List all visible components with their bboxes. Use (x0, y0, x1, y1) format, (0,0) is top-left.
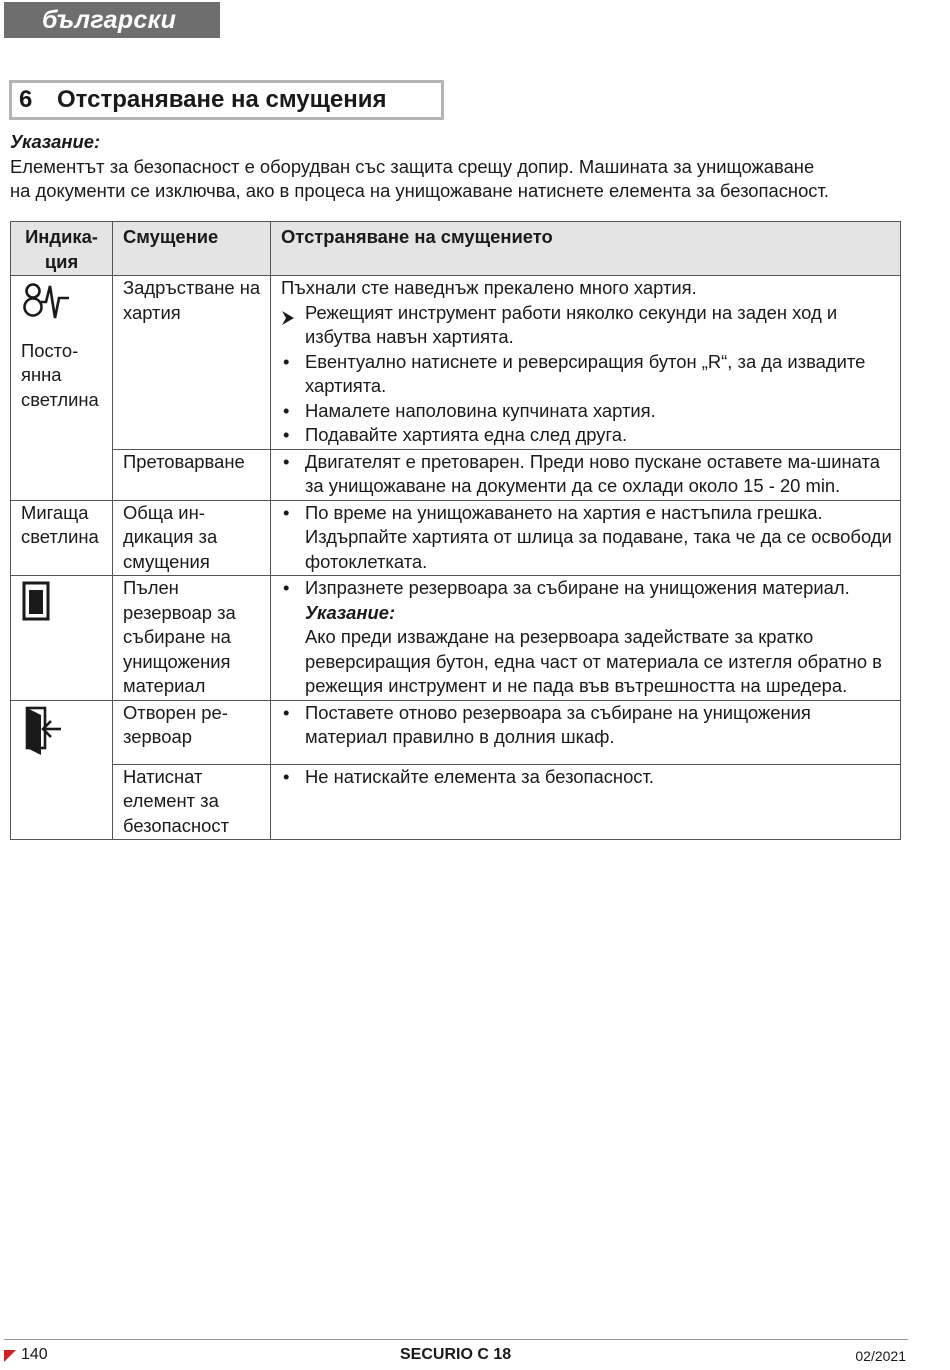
remedy-note (281, 601, 892, 699)
remedy-cell (271, 700, 901, 764)
remedy-bullet-text: По време на унищожаването на хартия е настъпила грешка. (305, 501, 823, 523)
bullet-icon: • (283, 501, 290, 523)
remedy-bullet (281, 576, 892, 601)
arrow-bullet-icon (281, 307, 295, 332)
remedy-cell (271, 449, 901, 500)
indication-cell (11, 449, 113, 500)
language-tab: български (4, 2, 220, 38)
fault-cell: Натиснат елемент за безопасност (113, 764, 271, 840)
remedy-bullet-text: Не натискайте елемента за безопасност. (305, 765, 654, 787)
bullet-icon: • (283, 399, 290, 421)
fault-cell: Обща ин-дикация за смущения (113, 500, 271, 576)
header-remedy: Отстраняване на смущението (271, 222, 901, 276)
remedy-bullet-text: Евентуално натиснете и реверсиращия бутон „R“, за да извадите хартията. (305, 350, 866, 396)
remedy-continuation: Издърпайте хартията от шлица за подаване, така че да се освободи фотоклетката. (305, 526, 892, 572)
troubleshooting-table (10, 221, 901, 840)
remedy-bullet-text: Изпразнете резервоара за събиране на унищожения материал. (305, 577, 850, 598)
section-title (9, 80, 444, 120)
remedy-bullet (281, 350, 892, 399)
indication-constant-label: Посто-янна светлина (21, 339, 99, 410)
table-row (11, 500, 901, 576)
fault-cell: Отворен ре-зервоар (113, 700, 271, 764)
note-line-1: Елементът за безопасност е оборудван със защита срещу допир. Машината за унищожаване (10, 155, 815, 177)
fault-cell: Пълен резервоар за събиране на унищожения материал (113, 576, 271, 701)
bullet-icon: • (283, 765, 290, 787)
paper-jam-icon (21, 280, 71, 329)
table-row (11, 276, 901, 450)
remedy-bullet-text: Подавайте хартията една след друга. (305, 424, 628, 445)
bullet-icon: • (283, 450, 290, 472)
header-indication: Индика-ция (11, 222, 113, 276)
remedy-bullet (281, 399, 892, 424)
remedy-step (281, 301, 892, 350)
indication-cell (11, 700, 113, 764)
remedy-bullet-text: Двигателят е претоварен. Преди ново пускане оставете ма-шината за унищожаване на документи да се охлади около 15 - 20 min. (305, 450, 880, 496)
fault-cell: Претоварване (113, 449, 271, 500)
section-title-text: Отстраняване на смущения (57, 86, 387, 113)
indication-cell (11, 276, 113, 450)
note-heading: Указание: (10, 131, 101, 152)
section-number: 6 (19, 86, 33, 113)
bullet-icon: • (283, 577, 290, 598)
remedy-cell (271, 764, 901, 840)
remedy-step-text: Режещият инструмент работи няколко секунди на заден ход и избутва навън хартията. (305, 301, 838, 347)
remedy-cell (271, 576, 901, 701)
remedy-note-heading: Указание: (305, 601, 396, 623)
fault-cell: Задръстване на хартия (113, 276, 271, 450)
indication-cell (11, 500, 113, 576)
table-row (11, 449, 901, 500)
table-row (11, 576, 901, 701)
table-row (11, 764, 901, 840)
bullet-icon: • (283, 350, 290, 372)
document-date: 02/2021 (855, 1348, 906, 1364)
page-corner-icon (4, 1349, 16, 1367)
note-line-2: на документи се изключва, ако в процеса на унищожаване натиснете елемента за безопасност. (10, 180, 829, 201)
remedy-bullet (281, 701, 892, 750)
remedy-bullet (281, 450, 892, 499)
remedy-bullet (281, 423, 892, 448)
full-bin-icon (21, 580, 51, 629)
remedy-bullet (281, 501, 892, 526)
table-header-row (11, 222, 901, 276)
remedy-bullet (281, 765, 892, 790)
remedy-intro: Пъхнали сте наведнъж прекалено много хартия. (281, 277, 697, 298)
indication-cell (11, 576, 113, 701)
remedy-cell (271, 500, 901, 576)
indication-blinking-label: Мигаща светлина (21, 501, 99, 547)
table-row (11, 700, 901, 764)
indication-cell (11, 764, 113, 840)
document-name: SECURIO C 18 (400, 1346, 512, 1363)
bullet-icon: • (283, 701, 290, 723)
remedy-bullet-text: Намалете наполовина купчината хартия. (305, 399, 656, 421)
footer-divider (4, 1339, 908, 1340)
page-number: 140 (21, 1346, 48, 1363)
open-door-icon (21, 705, 65, 764)
note-block (10, 130, 910, 204)
remedy-bullet-text: Поставете отново резервоара за събиране на унищожения материал правилно в долния шкаф. (305, 701, 811, 747)
bullet-icon: • (283, 424, 290, 445)
remedy-cell (271, 276, 901, 450)
remedy-note-text: Ако преди изваждане на резервоара задействате за кратко реверсиращия бутон, една част от материала се изтегля обратно в режещия инструмент и не пада във вътрешността на шредера. (305, 626, 882, 696)
header-fault: Смущение (113, 222, 271, 276)
